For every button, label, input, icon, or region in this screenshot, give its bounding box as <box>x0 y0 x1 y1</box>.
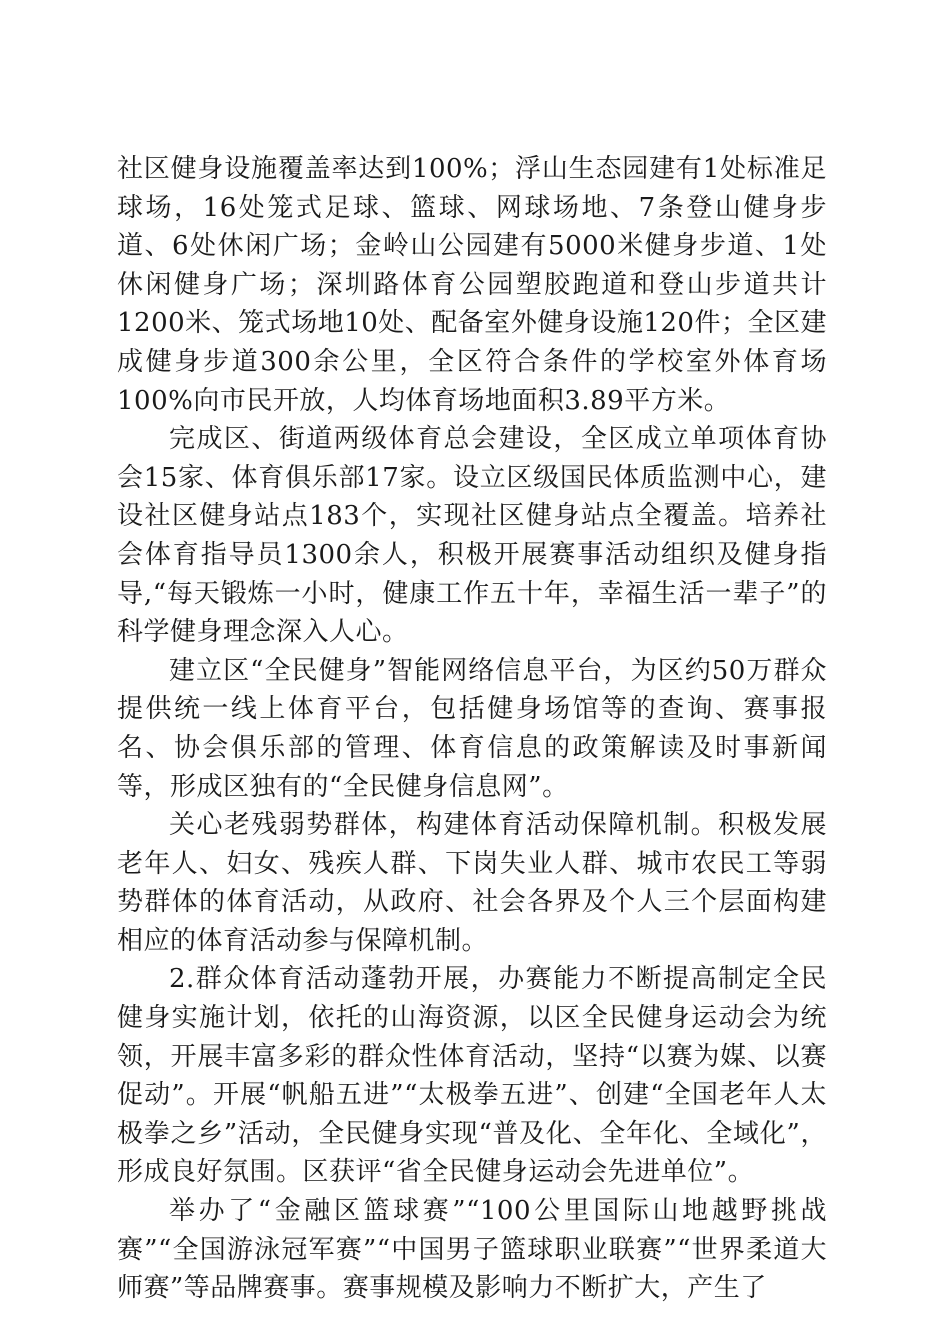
paragraph-6: 举办了“金融区篮球赛”“100公里国际山地越野挑战赛”“全国游泳冠军赛”“中国男子篮球职业联赛”“世界柔道大师赛”等品牌赛事。赛事规模及影响力不断扩大，产生了 <box>117 1196 827 1304</box>
paragraph-4: 关心老残弱势群体，构建体育活动保障机制。积极发展老年人、妇女、残疾人群、下岗失业人群、城市农民工等弱势群体的体育活动，从政府、社会各界及个人三个层面构建相应的体育活动参与保障机制。 <box>117 810 827 956</box>
paragraph-3: 建立区“全民健身”智能网络信息平台，为区约50万群众提供统一线上体育平台，包括健身场馆等的查询、赛事报名、协会俱乐部的管理、体育信息的政策解读及时事新闻等，形成区独有的“全民健身信息网”。 <box>117 655 827 802</box>
paragraph-1: 社区健身设施覆盖率达到100%；浮山生态园建有1处标准足球场，16处笼式足球、篮球、网球场地、7条登山健身步道、6处休闲广场；金岭山公园建有5000米健身步道、1处休闲健身广场；深圳路体育公园塑胶跑道和登山步道共计1200米、笼式场地10处、配备室外健身设施120件；全区建成健身步道300余公里，全区符合条件的学校室外体育场100%向市民开放，人均体育场地面积3.89平方米。 <box>117 154 827 416</box>
document-body <box>117 150 827 1308</box>
paragraph-2: 完成区、街道两级体育总会建设，全区成立单项体育协会15家、体育俱乐部17家。设立区级国民体质监测中心，建设社区健身站点183个，实现社区健身站点全覆盖。培养社会体育指导员1300余人，积极开展赛事活动组织及健身指导,“每天锻炼一小时，健康工作五十年，幸福生活一辈子”的科学健身理念深入人心。 <box>117 424 827 648</box>
paragraph-5: 2.群众体育活动蓬勃开展，办赛能力不断提高制定全民健身实施计划，依托的山海资源，以区全民健身运动会为统领，开展丰富多彩的群众性体育活动，坚持“以赛为媒、以赛促动”。开展“帆船五进”“太极拳五进”、创建“全国老年人太极拳之乡”活动，全民健身实现“普及化、全年化、全域化”，形成良好氛围。区获评“省全民健身运动会先进单位”。 <box>117 964 827 1188</box>
